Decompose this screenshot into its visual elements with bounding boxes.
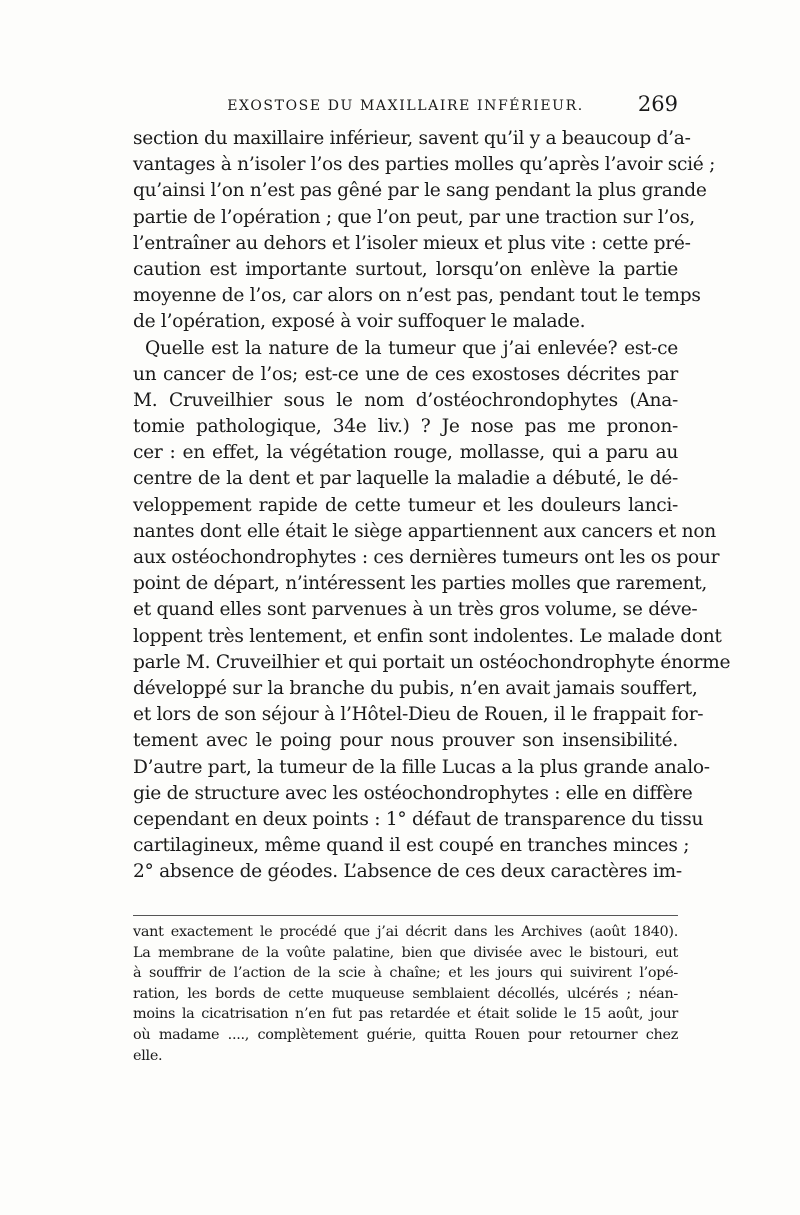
body-line: qu’ainsi l’on n’est pas gêné par le sang pendant la plus grande [133,180,707,202]
body-line: partie de l’opération ; que l’on peut, par une traction sur l’os, [133,206,695,228]
footnote [133,922,678,1066]
body-line: moyenne de l’os, car alors on n’est pas, pendant tout le temps [133,285,701,307]
body-line: l’entraîner au dehors et l’isoler mieux et plus vite : cette pré- [133,232,691,254]
footnote-line: ration, les bords de cette muqueuse semblaient décollés, ulcérés ; néan- [133,985,678,1002]
body-line: 2° absence de géodes. L’absence de ces deux caractères im- [133,861,682,883]
body-line: gie de structure avec les ostéochondrophytes : elle en diffère [133,782,693,804]
body-line: vantages à n’isoler l’os des parties molles qu’après l’avoir scié ; [133,154,716,176]
body-line: veloppement rapide de cette tumeur et les douleurs lanci- [133,494,678,516]
body-line: cependant en deux points : 1° défaut de transparence du tissu [133,808,704,830]
body-line: de l’opération, exposé à voir suffoquer le malade. [133,311,586,333]
body-line: centre de la dent et par laquelle la maladie a débuté, le dé- [133,468,678,490]
body-line: cer : en effet, la végétation rouge, mollasse, qui a paru au [133,442,678,464]
footnote-line: elle. [133,1047,163,1064]
footnote-line: où madame ...., complètement guérie, quitta Rouen pour retourner chez [133,1026,678,1043]
body-line: section du maxillaire inférieur, savent qu’il y a beaucoup d’a- [133,128,691,149]
body-line: tement avec le poing pour nous prouver son insensibilité. [133,730,678,752]
body-line: parle M. Cruveilhier et qui portait un ostéochondrophyte énorme [133,651,731,673]
body-line: point de départ, n’intéressent les parties molles que rarement, [133,573,707,595]
body-line: et quand elles sont parvenues à un très gros volume, se déve- [133,599,698,621]
body-line: tomie pathologique, 34e liv.) ? Je nose pas me pronon- [133,416,678,438]
body-line: D’autre part, la tumeur de la fille Lucas a la plus grande analo- [133,756,710,778]
body-line: un cancer de l’os; est-ce une de ces exostoses décrites par [133,363,678,385]
page-number: 269 [637,92,678,116]
running-title: EXOSTOSE DU MAXILLAIRE INFÉRIEUR. [227,98,584,114]
body-line: caution est importante surtout, lorsqu’on enlève la partie [133,258,678,280]
body-line: nantes dont elle était le siège appartiennent aux cancers et non [133,520,716,542]
body-line: développé sur la branche du pubis, n’en avait jamais souffert, [133,677,698,699]
body-line: M. Cruveilhier sous le nom d’ostéochrondophytes (Ana- [133,389,678,411]
body-line: Quelle est la nature de la tumeur que j’ai enlevée? est-ce [145,337,678,359]
body-line: loppent très lentement, et enfin sont indolentes. Le malade dont [133,625,722,647]
footnote-line: La membrane de la voûte palatine, bien que divisée avec le bistouri, eut [133,944,678,961]
body-text [133,126,731,885]
body-line: aux ostéochondrophytes : ces dernières tumeurs ont les os pour [133,547,720,568]
footnote-line: vant exactement le procédé que j’ai décrit dans les Archives (août 1840). [133,924,678,940]
footnote-line: à souffrir de l’action de la scie à chaîne; et les jours qui suivirent l’opé- [133,965,678,982]
body-line: cartilagineux, même quand il est coupé en tranches minces ; [133,835,690,857]
footnote-divider [133,915,678,916]
footnote-line: moins la cicatrisation n’en fut pas retardée et était solide le 15 août, jour [133,1006,678,1023]
body-line: et lors de son séjour à l’Hôtel-Dieu de Rouen, il le frappait for- [133,704,704,726]
page-header [133,92,678,122]
